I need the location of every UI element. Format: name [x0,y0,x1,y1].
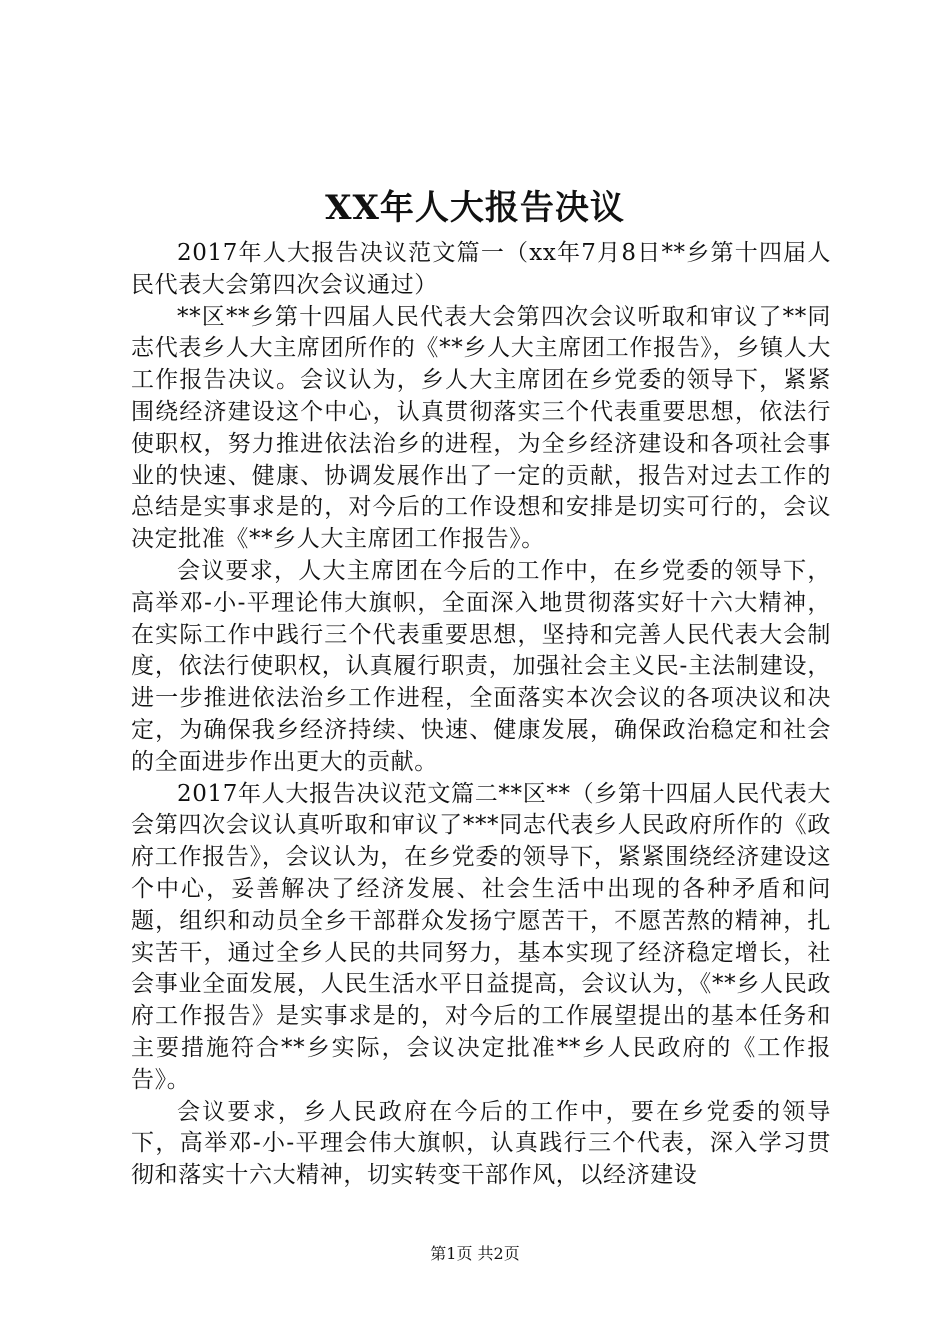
paragraph-3: 会议要求，人大主席团在今后的工作中，在乡党委的领导下，高举邓-小-平理论伟大旗帜，全面深入地贯彻落实好十六大精神，在实际工作中践行三个代表重要思想，坚持和完善人民代表大会制度，依法行使职权，认真履行职责，加强社会主义民-主法制建设，进一步推进依法治乡工作进程，全面落实本次会议的各项决议和决定，为确保我乡经济持续、快速、健康发展，确保政治稳定和社会的全面进步作出更大的贡献。 [131,557,831,775]
document-title: XX年人大报告决议 [325,188,625,228]
page-footer: 第1页 共2页 [430,1244,520,1263]
paragraph-1: 2017年人大报告决议范文篇一（xx年7月8日**乡第十四届人民代表大会第四次会议通过） [131,240,831,298]
document-body [131,238,831,1192]
paragraph-2: **区**乡第十四届人民代表大会第四次会议听取和审议了**同志代表乡人大主席团所作的《**乡人大主席团工作报告》，乡镇人大工作报告决议。会议认为，乡人大主席团在乡党委的领导下，紧紧围绕经济建设这个中心，认真贯彻落实三个代表重要思想，依法行使职权，努力推进依法治乡的进程，为全乡经济建设和各项社会事业的快速、健康、协调发展作出了一定的贡献，报告对过去工作的总结是实事求是的，对今后的工作设想和安排是切实可行的，会议决定批准《**乡人大主席团工作报告》。 [131,303,831,553]
paragraph-5: 会议要求，乡人民政府在今后的工作中，要在乡党委的领导下，高举邓-小-平理会伟大旗帜，认真践行三个代表，深入学习贯彻和落实十六大精神，切实转变干部作风，以经济建设 [131,1098,831,1189]
paragraph-4: 2017年人大报告决议范文篇二**区**（乡第十四届人民代表大会第四次会议认真听取和审议了***同志代表乡人民政府所作的《政府工作报告》，会议认为，在乡党委的领导下，紧紧围绕经济建设这个中心，妥善解决了经济发展、社会生活中出现的各种矛盾和问题，组织和动员全乡干部群众发扬宁愿苦干，不愿苦熬的精神，扎实苦干，通过全乡人民的共同努力，基本实现了经济稳定增长，社会事业全面发展，人民生活水平日益提高，会议认为，《**乡人民政府工作报告》是实事求是的，对今后的工作展望提出的基本任务和主要措施符合**乡实际，会议决定批准**乡人民政府的《工作报告》。 [131,780,831,1093]
